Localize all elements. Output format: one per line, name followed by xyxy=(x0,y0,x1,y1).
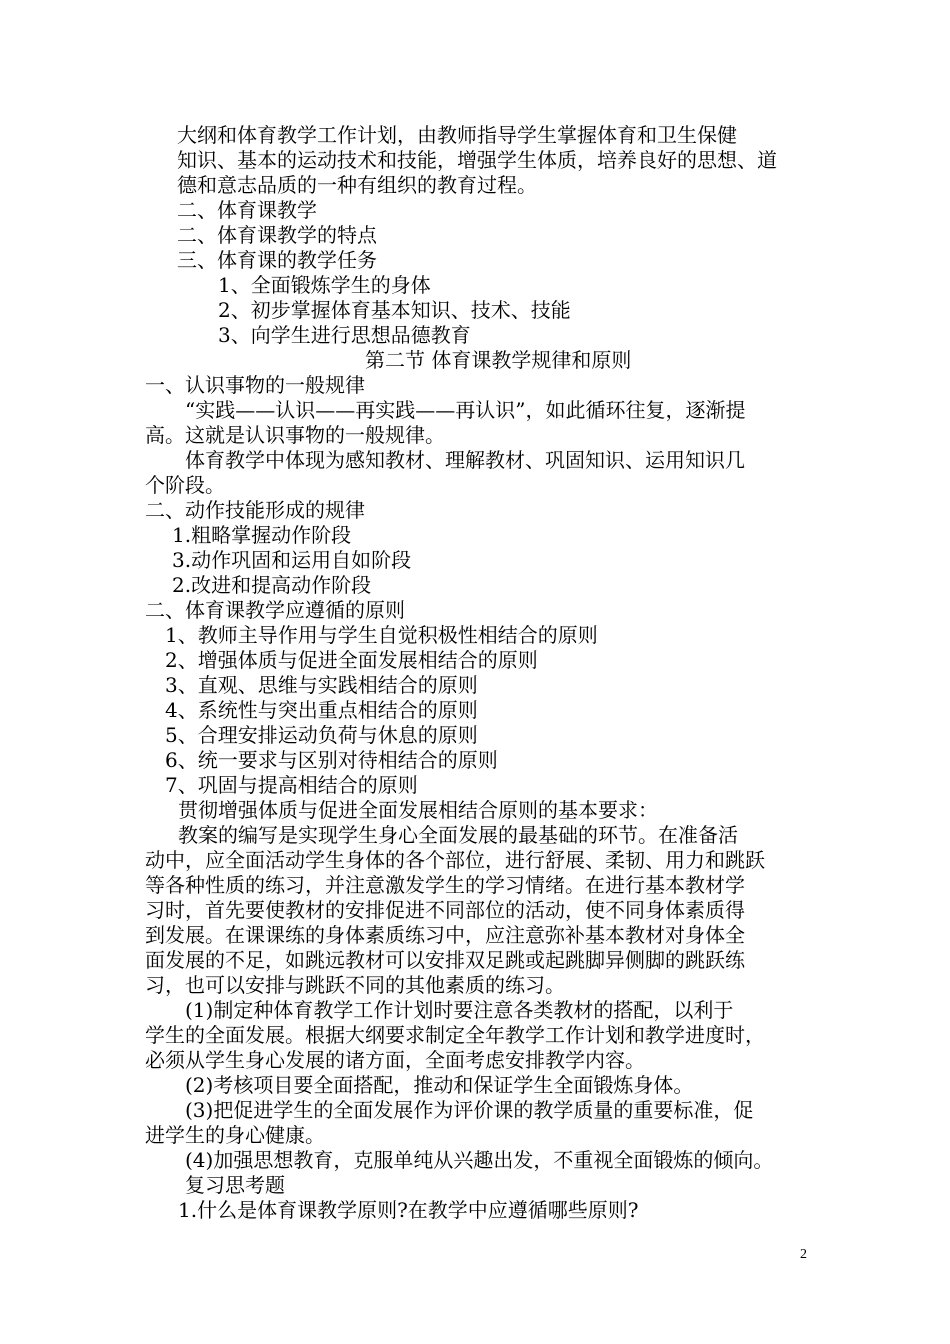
body-text-line: 等各种性质的练习，并注意激发学生的学习情绪。在进行基本教材学 xyxy=(145,873,745,897)
list-item: 3、向学生进行思想品德教育 xyxy=(218,323,471,347)
section-heading: 二、动作技能形成的规律 xyxy=(145,498,365,522)
list-item: 1.粗略掌握动作阶段 xyxy=(172,523,352,547)
body-text-line: (2)考核项目要全面搭配，推动和保证学生全面锻炼身体。 xyxy=(185,1073,694,1097)
list-item: 4、系统性与突出重点相结合的原则 xyxy=(165,698,478,722)
body-text-line: 习，也可以安排与跳跃不同的其他素质的练习。 xyxy=(145,973,565,997)
body-text-line: 习时，首先要使教材的安排促进不同部位的活动，使不同身体素质得 xyxy=(145,898,745,922)
list-item: 1、教师主导作用与学生自觉积极性相结合的原则 xyxy=(165,623,598,647)
chapter-section-title: 第二节 体育课教学规律和原则 xyxy=(365,348,632,372)
section-heading: 二、体育课教学 xyxy=(177,198,317,222)
body-text-line: 教案的编写是实现学生身心全面发展的最基础的环节。在准备活 xyxy=(178,823,738,847)
page-number: 2 xyxy=(800,1247,807,1262)
body-text-line: 学生的全面发展。根据大纲要求制定全年教学工作计划和教学进度时， xyxy=(145,1023,765,1047)
list-item: 2.改进和提高动作阶段 xyxy=(172,573,372,597)
body-text-line: 必须从学生身心发展的诸方面，全面考虑安排教学内容。 xyxy=(145,1048,645,1072)
body-text-line: 1.什么是体育课教学原则?在教学中应遵循哪些原则? xyxy=(178,1198,639,1222)
section-heading: 一、认识事物的一般规律 xyxy=(145,373,365,397)
list-item: 5、合理安排运动负荷与休息的原则 xyxy=(165,723,478,747)
list-item: 1、全面锻炼学生的身体 xyxy=(218,273,431,297)
body-text-line: (3)把促进学生的全面发展作为评价课的教学质量的重要标准，促 xyxy=(185,1098,754,1122)
body-text-line: (4)加强思想教育，克服单纯从兴趣出发，不重视全面锻炼的倾向。 xyxy=(185,1148,774,1172)
list-item: 7、巩固与提高相结合的原则 xyxy=(165,773,418,797)
section-heading: 二、体育课教学应遵循的原则 xyxy=(145,598,405,622)
body-text-line: 进学生的身心健康。 xyxy=(145,1123,325,1147)
body-text-line: 个阶段。 xyxy=(145,473,225,497)
body-text-line: 贯彻增强体质与促进全面发展相结合原则的基本要求： xyxy=(178,798,658,822)
list-item: 3、直观、思维与实践相结合的原则 xyxy=(165,673,478,697)
list-item: 2、增强体质与促进全面发展相结合的原则 xyxy=(165,648,538,672)
section-heading: 复习思考题 xyxy=(185,1173,285,1197)
body-text-line: “实践——认识——再实践——再认识”，如此循环往复，逐渐提 xyxy=(185,398,746,422)
body-text-line: 高。这就是认识事物的一般规律。 xyxy=(145,423,445,447)
list-item: 3.动作巩固和运用自如阶段 xyxy=(172,548,412,572)
body-text-line: 动中，应全面活动学生身体的各个部位，进行舒展、柔韧、用力和跳跃 xyxy=(145,848,765,872)
body-text-line: 面发展的不足，如跳远教材可以安排双足跳或起跳脚异侧脚的跳跃练 xyxy=(145,948,745,972)
section-heading: 二、体育课教学的特点 xyxy=(177,223,377,247)
list-item: 6、统一要求与区别对待相结合的原则 xyxy=(165,748,498,772)
list-item: 2、初步掌握体育基本知识、技术、技能 xyxy=(218,298,571,322)
section-heading: 三、体育课的教学任务 xyxy=(177,248,377,272)
body-text-line: (1)制定种体育教学工作计划时要注意各类教材的搭配，以利于 xyxy=(185,998,734,1022)
body-text-line: 知识、基本的运动技术和技能，增强学生体质，培养良好的思想、道 xyxy=(177,148,777,172)
body-text-line: 大纲和体育教学工作计划，由教师指导学生掌握体育和卫生保健 xyxy=(177,123,737,147)
body-text-line: 体育教学中体现为感知教材、理解教材、巩固知识、运用知识几 xyxy=(185,448,745,472)
body-text-line: 到发展。在课课练的身体素质练习中，应注意弥补基本教材对身体全 xyxy=(145,923,745,947)
body-text-line: 德和意志品质的一种有组织的教育过程。 xyxy=(177,173,537,197)
